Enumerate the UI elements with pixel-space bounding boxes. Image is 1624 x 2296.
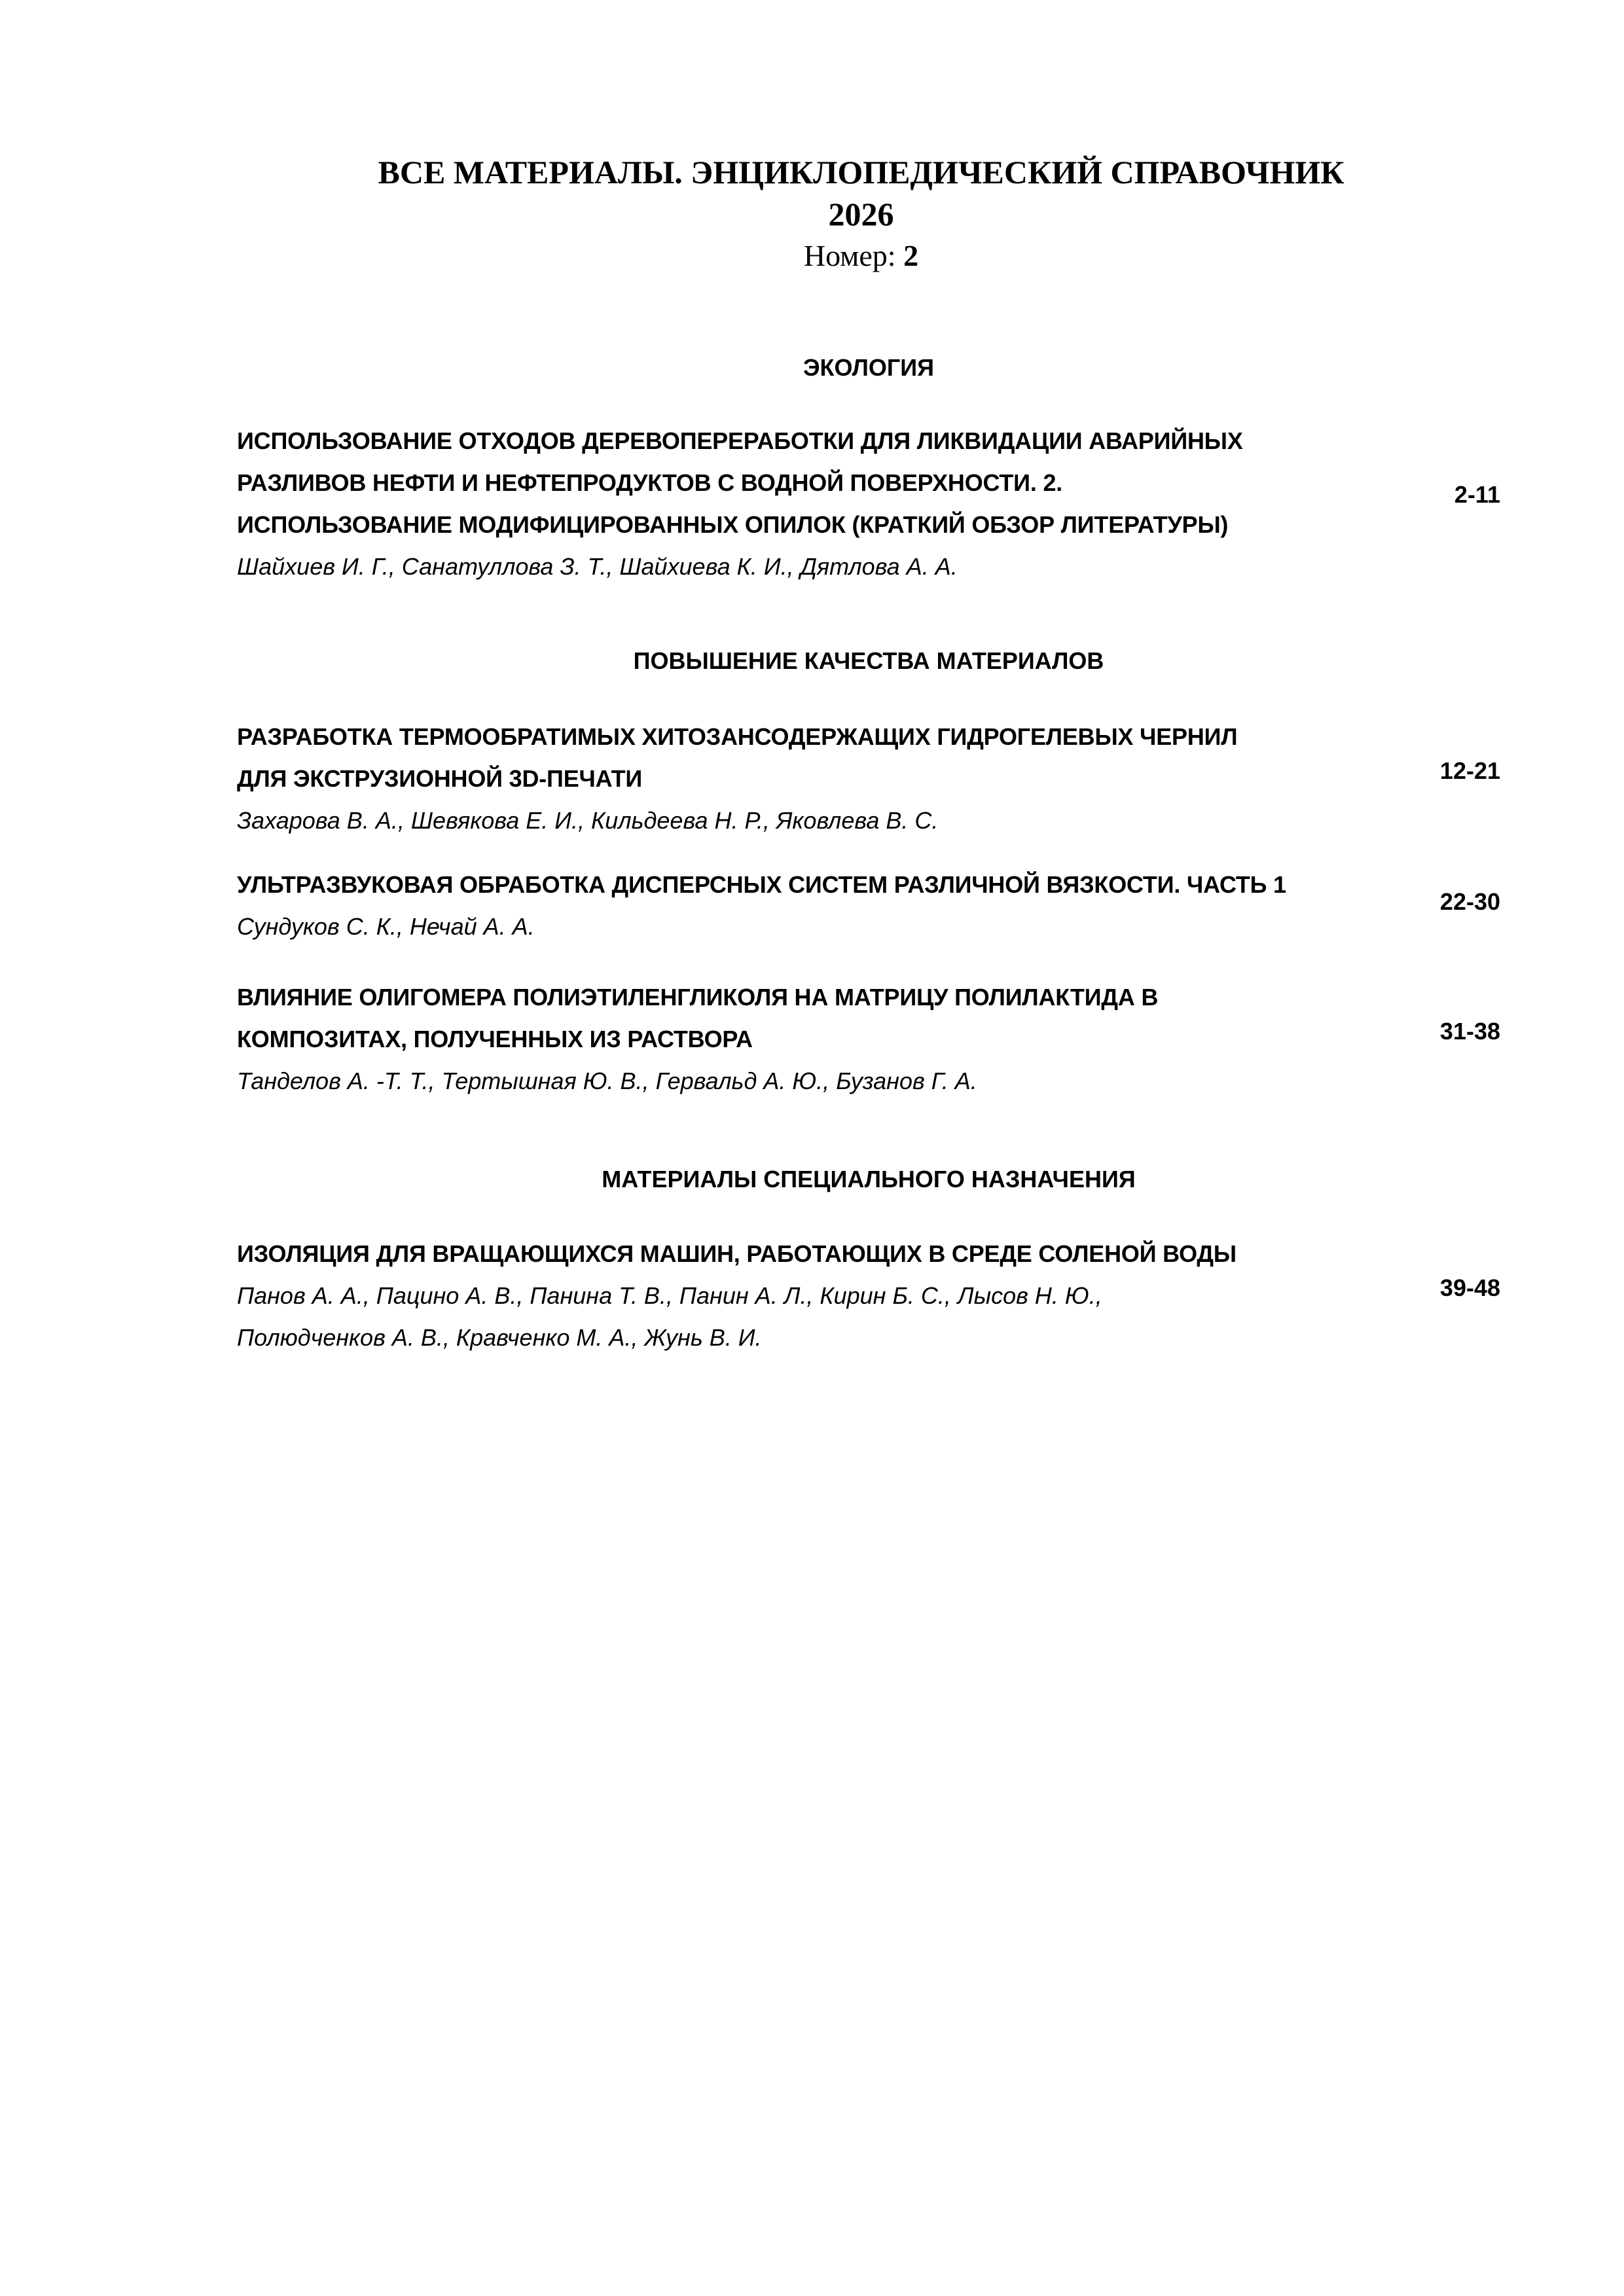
article-authors: [237, 1275, 1343, 1359]
issue-label: Номер:: [803, 239, 896, 272]
journal-issue: [0, 237, 1624, 275]
article-authors: [237, 800, 1343, 842]
article-title-line: ИСПОЛЬЗОВАНИЕ ОТХОДОВ ДЕРЕВОПЕРЕРАБОТКИ ДЛЯ ЛИКВИДАЦИИ АВАРИЙНЫХ: [237, 427, 1243, 454]
article-4: [237, 977, 1500, 1102]
article-title-line: ДЛЯ ЭКСТРУЗИОННОЙ 3D-ПЕЧАТИ: [237, 765, 643, 792]
article-title-line: РАЗРАБОТКА ТЕРМООБРАТИМЫХ ХИТОЗАНСОДЕРЖАЩИХ ГИДРОГЕЛЕВЫХ ЧЕРНИЛ: [237, 723, 1238, 750]
article-title-line: ИСПОЛЬЗОВАНИЕ МОДИФИЦИРОВАННЫХ ОПИЛОК (КРАТКИЙ ОБЗОР ЛИТЕРАТУРЫ): [237, 511, 1229, 538]
article-authors-line: Захарова В. А., Шевякова Е. И., Кильдеева Н. Р., Яковлева В. С.: [237, 807, 939, 834]
article-3: [237, 864, 1500, 948]
article-5: [237, 1233, 1500, 1359]
article-title: [237, 716, 1343, 800]
article-title-line: ИЗОЛЯЦИЯ ДЛЯ ВРАЩАЮЩИХСЯ МАШИН, РАБОТАЮЩИХ В СРЕДЕ СОЛЕНОЙ ВОДЫ: [237, 1240, 1236, 1267]
article-pages: 2-11: [1454, 481, 1500, 508]
article-pages: 39-48: [1439, 1274, 1500, 1301]
article-title: [237, 1233, 1343, 1275]
article-authors: [237, 1060, 1343, 1102]
issue-number: 2: [903, 239, 919, 272]
section-title-special: МАТЕРИАЛЫ СПЕЦИАЛЬНОГО НАЗНАЧЕНИЯ: [602, 1166, 1136, 1193]
journal-title: ВСЕ МАТЕРИАЛЫ. ЭНЦИКЛОПЕДИЧЕСКИЙ СПРАВОЧНИК: [378, 154, 1344, 190]
section-title-quality: ПОВЫШЕНИЕ КАЧЕСТВА МАТЕРИАЛОВ: [633, 647, 1104, 674]
article-title-line: УЛЬТРАЗВУКОВАЯ ОБРАБОТКА ДИСПЕРСНЫХ СИСТЕМ РАЗЛИЧНОЙ ВЯЗКОСТИ. ЧАСТЬ 1: [237, 871, 1286, 898]
article-title-line: ВЛИЯНИЕ ОЛИГОМЕРА ПОЛИЭТИЛЕНГЛИКОЛЯ НА МАТРИЦУ ПОЛИЛАКТИДА В: [237, 984, 1159, 1011]
article-1: [237, 420, 1500, 588]
journal-header: [0, 152, 1624, 275]
article-authors: [237, 906, 1343, 948]
article-title: [237, 420, 1343, 546]
article-pages: 12-21: [1439, 757, 1500, 784]
article-authors-line: Танделов А. -Т. Т., Тертышная Ю. В., Гервальд А. Ю., Бузанов Г. А.: [237, 1067, 977, 1094]
article-authors-line: Полюдченков А. В., Кравченко М. А., Жунь В. И.: [237, 1324, 762, 1351]
section-title-ecology: ЭКОЛОГИЯ: [803, 354, 935, 381]
journal-year: 2026: [828, 196, 894, 232]
article-pages: 22-30: [1439, 888, 1500, 915]
article-authors-line: Сундуков С. К., Нечай А. А.: [237, 913, 535, 940]
article-authors: [237, 546, 1343, 588]
article-authors-line: Шайхиев И. Г., Санатуллова З. Т., Шайхиева К. И., Дятлова А. А.: [237, 553, 958, 580]
article-pages: 31-38: [1439, 1018, 1500, 1045]
article-2: [237, 716, 1500, 842]
article-title: [237, 977, 1343, 1060]
article-title-line: РАЗЛИВОВ НЕФТИ И НЕФТЕПРОДУКТОВ С ВОДНОЙ ПОВЕРХНОСТИ. 2.: [237, 469, 1063, 496]
article-title-line: КОМПОЗИТАХ, ПОЛУЧЕННЫХ ИЗ РАСТВОРА: [237, 1026, 753, 1052]
article-title: [237, 864, 1343, 906]
article-authors-line: Панов А. А., Пацино А. В., Панина Т. В., Панин А. Л., Кирин Б. С., Лысов Н. Ю.,: [237, 1282, 1102, 1309]
